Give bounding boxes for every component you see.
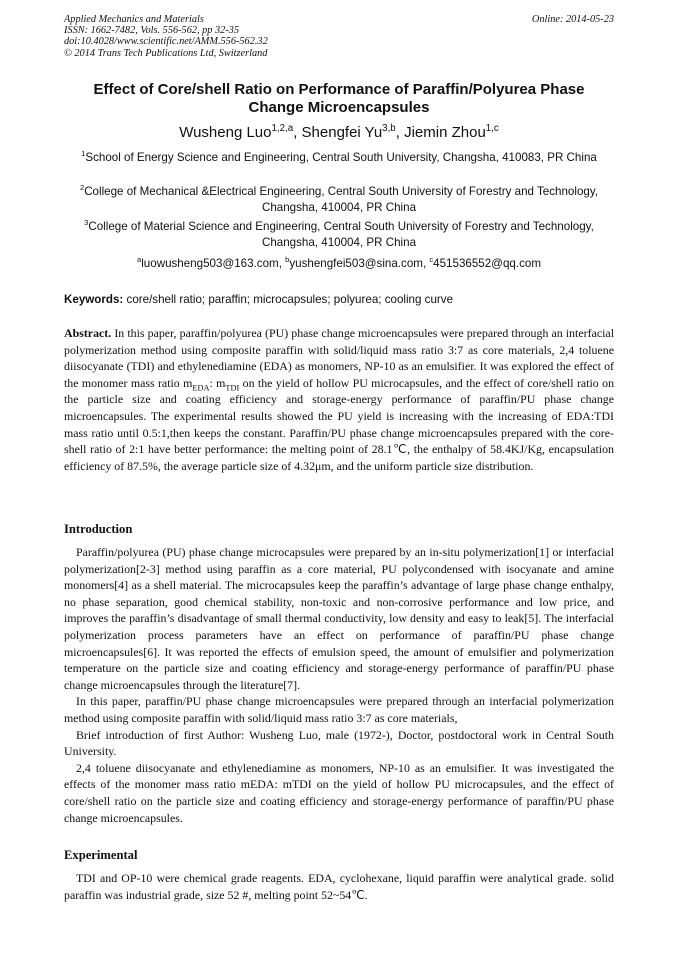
abstract-sub-tdi: TDI <box>225 383 240 393</box>
author-sup: 1,c <box>485 123 499 134</box>
online-date: Online: 2014-05-23 <box>531 14 614 25</box>
email-sup: b <box>285 255 290 265</box>
journal-copyright: © 2014 Trans Tech Publications Ltd, Switzerland <box>64 47 268 59</box>
email-sup: a <box>137 255 142 265</box>
abstract-label: Abstract. <box>64 326 112 340</box>
journal-name: Applied Mechanics and Materials <box>64 14 204 25</box>
journal-doi: doi:10.4028/www.scientific.net/AMM.556-562.32 <box>64 36 268 48</box>
affiliation-sup: 3 <box>84 218 89 228</box>
affiliation-text: School of Energy Science and Engineering, Central South University, Changsha, 410083, PR China <box>85 151 597 164</box>
introduction-paragraph: In this paper, paraffin/PU phase change microencapsules were prepared through an interfacial polymerization method using composite paraffin with solid/liquid mass ratio 3:7 as core materials, <box>64 694 614 725</box>
abstract <box>64 325 614 474</box>
abstract-text-2: : m <box>209 375 226 390</box>
abstract-text-1: In this paper, paraffin/polyurea (PU) phase change microencapsules were prepared through an interfacial polymerization method using composite paraffin with solid/liquid mass ratio 3:7 as core materials, 2,4 toluene diisocyanate (TDI) and ethylenediamine (EDA) as monomers, NP-10 as an emulsifier. It was explored the effect of the monomer mass ratio m <box>64 326 614 390</box>
email-link[interactable]: luowusheng503@163.com <box>141 257 279 270</box>
abstract-sub-eda: EDA <box>192 383 210 393</box>
author-sup: 3,b <box>382 123 396 134</box>
author-name: Jiemin Zhou <box>404 124 486 141</box>
affiliation-sup: 2 <box>79 183 85 193</box>
affiliation-2 <box>64 184 614 216</box>
affiliation-text: College of Material Science and Engineering, Central South University of Forestry and Technology, Changsha, 410004, PR China <box>88 220 594 249</box>
introduction-paragraph: 2,4 toluene diisocyanate and ethylenediamine as monomers, NP-10 as an emulsifier. It was investigated the effects of the monomer mass ratio mEDA: mTDI on the yield of hollow PU microcapsules, and the effect of core/shell ratio on the particle size and coating efficiency and storage-energy performance of paraffin/PU phase change microencapsules. <box>64 760 614 825</box>
author-sup: 1,2,a <box>271 123 294 134</box>
affiliation-text: College of Mechanical &Electrical Engineering, Central South University of Forestry and Technology, Changsha, 410004, PR China <box>84 185 599 214</box>
keywords-text: core/shell ratio; paraffin; microcapsules; polyurea; cooling curve <box>126 293 454 306</box>
journal-header <box>64 14 268 59</box>
affiliation-1 <box>64 150 614 166</box>
abstract-text-3: on the yield of hollow PU microcapsules, and the effect of core/shell ratio on the particle size and coating efficiency and storage-energy performance of paraffin/PU phase change microencapsules. The experimental results showed the PU yield is increasing with the increasing of EDA:TDI mass ratio until 0.5:1,then keeps the constant. Paraffin/PU phase change microencapsules prepared with the core-shell ratio of 2:1 have better performance: the melting point of 28.1℃, the enthalpy of 58.4KJ/Kg, encapsulation efficiency of 87.5%, the average particle size of 4.32μm, and the uniform particle size distribution. <box>64 375 615 473</box>
keywords-line <box>64 292 614 307</box>
experimental-heading: Experimental <box>64 848 138 862</box>
introduction-paragraph: Paraffin/polyurea (PU) phase change microcapsules were prepared by an in-situ polymerization[1] or interfacial polymerization[2-3] method using paraffin as a core material, PU polycondensed with isocyanate and amine monomers[4] as a shell material. The microcapsules keep the paraffin’s advantage of large phase change enthalpy, no phase separation, good chemical stability, non-toxic and non-corrosive performance and low price, and improves the paraffin’s disadvantage of small thermal conductivity, low density and easy to leak[5]. The interfacial polymerization process parameters have an effect on performance of paraffin/PU phase change microencapsules[6]. It was reported the effects of emulsion speed, the amount of emulsifier and polymerization temperature on the particle size and coating efficiency and storage-energy performance of paraffin/PU phase change microencapsules through the literature[7]. <box>64 545 614 692</box>
author-name: Wusheng Luo <box>179 124 272 141</box>
introduction-paragraph: Brief introduction of first Author: Wusheng Luo, male (1972-), Doctor, postdoctoral work in Central South University. <box>64 727 614 759</box>
email-line: $^a$luowusheng503@163.com, $^b$yushengfei503@sina.com, $^c$451536552@qq.com <box>137 255 541 270</box>
paper-title: Effect of Core/shell Ratio on Performance of Paraffin/Polyurea Phase Change Microencapsules <box>93 81 585 116</box>
experimental-paragraph: TDI and OP-10 were chemical grade reagents. EDA, cyclohexane, liquid paraffin were analytical grade. solid paraffin was industrial grade, size 52 #, melting point 52~54℃. <box>64 871 614 902</box>
introduction-heading: Introduction <box>64 522 133 536</box>
author-name: Shengfei Yu <box>301 124 383 141</box>
journal-issn: ISSN: 1662-7482, Vols. 556-562, pp 32-35 <box>64 25 240 37</box>
introduction-body <box>64 544 614 826</box>
affiliation-3 <box>64 219 614 251</box>
email-sup: c <box>429 255 434 265</box>
author-list: Wusheng Luo$^{1,2,a}$, Shengfei Yu$^{3,b}$, Jiemin Zhou$^{1,c}$ <box>179 123 499 141</box>
email-link[interactable]: 451536552@qq.com <box>433 257 541 270</box>
affiliation-sup: 1 <box>81 149 86 159</box>
email-link[interactable]: yushengfei503@sina.com <box>289 257 423 270</box>
experimental-body <box>64 870 614 903</box>
keywords-label: Keywords: <box>64 293 124 306</box>
